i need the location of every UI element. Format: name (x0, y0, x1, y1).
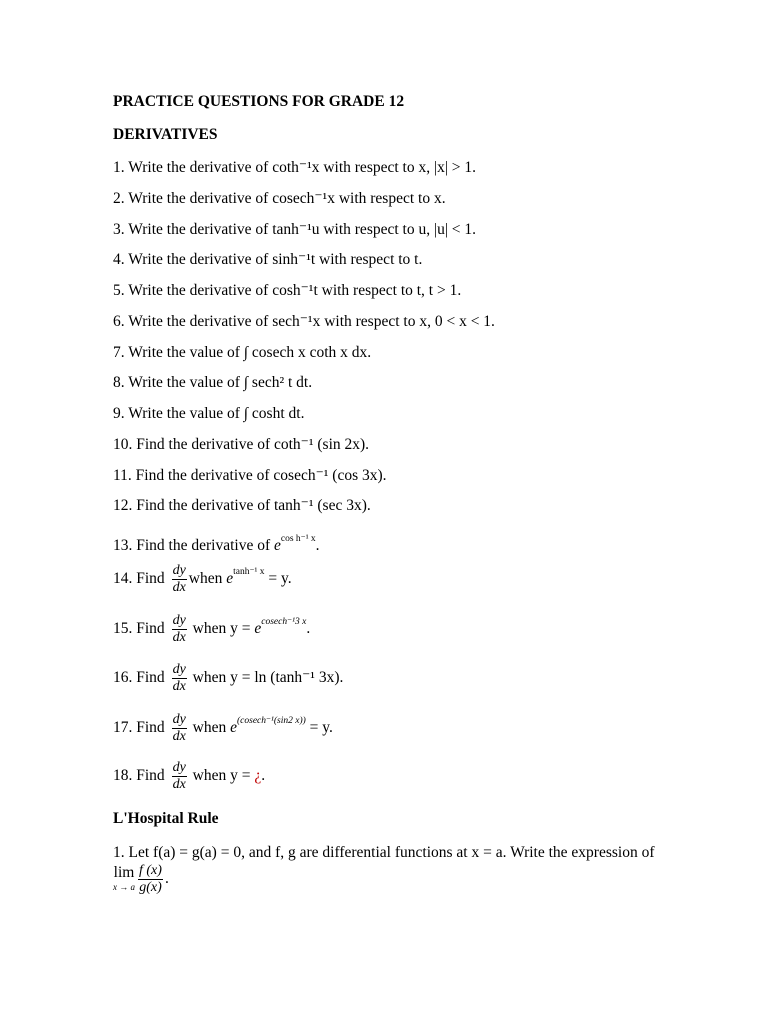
q18-suffix: . (261, 767, 266, 785)
question-14 (113, 562, 292, 596)
dy-dx-fraction (172, 613, 187, 646)
question-7: 7. Write the value of ∫ cosech x coth x dx. (113, 344, 372, 361)
q18-prefix: 18. Find (113, 767, 169, 785)
q15-prefix: 15. Find (113, 620, 169, 637)
question-9: 9. Write the value of ∫ cosht dt. (113, 405, 305, 422)
fraction-denominator: g(x) (139, 880, 162, 895)
limit-label: lim (113, 863, 135, 881)
lhospital-question-1-text: 1. Let f(a) = g(a) = 0, and f, g are differential functions at x = a. Write the expression of (113, 844, 655, 861)
question-12: 12. Find the derivative of tanh⁻¹ (sec 3x). (113, 497, 371, 514)
question-17 (113, 711, 333, 745)
limit-operator (113, 863, 135, 894)
q17-base: e (230, 719, 237, 736)
question-2: 2. Write the derivative of cosech⁻¹x with respect to x. (113, 190, 446, 207)
q15-suffix: . (306, 620, 311, 637)
q18-mid: when y = (188, 767, 255, 785)
q17-mid: when (188, 719, 231, 736)
section-heading-derivatives: DERIVATIVES (113, 126, 218, 143)
q14-mid: when (188, 570, 227, 587)
q15-exponent: cosech⁻¹3 x (261, 617, 307, 627)
q15-base: e (254, 620, 262, 637)
fraction-denominator: dx (172, 728, 186, 744)
fraction-numerator: dy (172, 760, 186, 775)
fraction-numerator: dy (172, 612, 186, 628)
question-11: 11. Find the derivative of cosech⁻¹ (cos 3x). (113, 467, 387, 484)
fraction-numerator: dy (172, 562, 186, 578)
q13-prefix: 13. Find the derivative of (113, 537, 274, 554)
fraction-denominator: dx (172, 629, 186, 645)
question-6: 6. Write the derivative of sech⁻¹x with respect to x, 0 < x < 1. (113, 313, 495, 330)
question-1: 1. Write the derivative of coth⁻¹x with respect to x, |x| > 1. (113, 159, 477, 176)
q17-prefix: 17. Find (113, 719, 169, 736)
fraction-denominator: dx (172, 679, 186, 694)
question-16 (113, 662, 343, 695)
section-heading-lhospital: L'Hospital Rule (113, 810, 219, 827)
dy-dx-fraction (172, 662, 187, 695)
q17-exponent: (cosech⁻¹(sin2 x)) (237, 716, 306, 726)
fraction-denominator: dx (172, 579, 186, 595)
q13-base: e (274, 537, 281, 554)
f-over-g-fraction (138, 863, 163, 896)
question-18 (113, 760, 265, 793)
q14-exponent: tanh⁻¹ x (233, 567, 265, 577)
dy-dx-fraction (172, 563, 187, 596)
lhospital-question-1-expression (113, 863, 169, 896)
dy-dx-fraction (172, 712, 187, 745)
question-10: 10. Find the derivative of coth⁻¹ (sin 2x). (113, 436, 370, 453)
q15-mid: when y = (188, 620, 255, 637)
broken-equation-glyph: ¿ (254, 767, 262, 785)
limit-subscript: x → a (113, 881, 135, 892)
question-3: 3. Write the derivative of tanh⁻¹u with respect to u, |u| < 1. (113, 221, 477, 238)
q13-suffix: . (315, 537, 320, 554)
question-15 (113, 612, 310, 646)
question-8: 8. Write the value of ∫ sech² t dt. (113, 374, 313, 391)
q14-prefix: 14. Find (113, 570, 169, 587)
fraction-denominator: dx (172, 777, 186, 792)
dy-dx-fraction (172, 760, 187, 793)
page-title: PRACTICE QUESTIONS FOR GRADE 12 (113, 93, 405, 110)
fraction-numerator: dy (172, 662, 186, 677)
q16-prefix: 16. Find (113, 669, 169, 687)
q17-suffix: = y. (305, 719, 333, 736)
question-4: 4. Write the derivative of sinh⁻¹t with respect to t. (113, 251, 423, 268)
q16-mid: when y = ln (tanh⁻¹ 3x). (188, 669, 344, 687)
q13-exponent: cos h⁻¹ x (280, 534, 316, 544)
question-13 (113, 529, 320, 556)
q14-suffix: = y. (264, 570, 292, 587)
lh1-suffix: . (164, 870, 169, 888)
fraction-numerator: dy (172, 711, 186, 727)
question-5: 5. Write the derivative of cosh⁻¹t with respect to t, t > 1. (113, 282, 462, 299)
fraction-numerator: f (x) (139, 863, 162, 878)
q14-base: e (226, 570, 234, 587)
